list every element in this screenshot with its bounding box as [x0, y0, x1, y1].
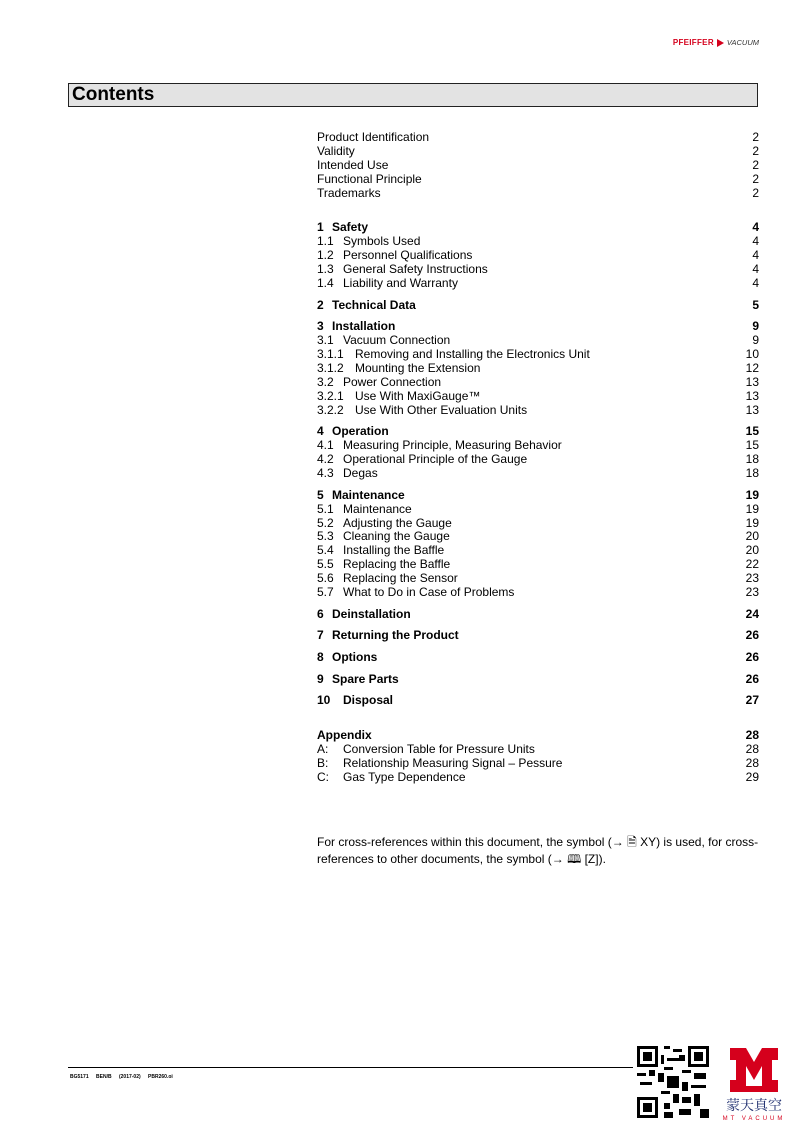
table-of-contents	[317, 131, 759, 785]
toc-chapter[interactable]: 4 Operation 15	[317, 424, 759, 439]
toc-entry[interactable]: 3.2 Power Connection 13	[317, 374, 759, 389]
toc-chapter[interactable]: 10 Disposal 27	[317, 693, 759, 708]
toc-entry[interactable]: Product Identification 2	[317, 130, 759, 144]
toc-chapter[interactable]: 7 Returning the Product 26	[317, 628, 759, 643]
toc-chapter[interactable]: 1 Safety 4	[317, 220, 759, 235]
toc-entry[interactable]: C: Gas Type Dependence 29	[317, 770, 759, 785]
toc-entry[interactable]: 1.4 Liability and Warranty 4	[317, 276, 759, 291]
toc-chapter[interactable]: 6 Deinstallation 24	[317, 606, 759, 621]
toc-entry[interactable]: Functional Principle 2	[317, 171, 759, 186]
toc-entry[interactable]: 4.2 Operational Principle of the Gauge 18	[317, 452, 759, 467]
toc-entry[interactable]: 5.6 Replacing the Sensor 23	[317, 571, 759, 586]
toc-chapter[interactable]: 3 Installation 9	[317, 319, 759, 334]
toc-chapter[interactable]: Appendix 28	[317, 728, 759, 743]
toc-chapter[interactable]: 8 Options 26	[317, 650, 759, 665]
toc-entry[interactable]: 3.1.2 Mounting the Extension 12	[317, 361, 759, 376]
brand-name: PFEIFFER	[672, 38, 714, 47]
toc-entry[interactable]: 1.1 Symbols Used 4	[317, 234, 759, 249]
toc-chapter[interactable]: 9 Spare Parts 26	[317, 671, 759, 686]
toc-entry[interactable]: 3.1.1 Removing and Installing the Electronics Unit 10	[317, 347, 759, 362]
mt-vacuum-watermark-logo	[716, 1046, 792, 1122]
toc-entry[interactable]: 5.4 Installing the Baffle 20	[317, 543, 759, 558]
toc-entry[interactable]: 5.7 What to Do in Case of Problems 23	[317, 585, 759, 600]
footer-product: PBR260.oi	[148, 1074, 173, 1080]
page-title: Contents	[68, 83, 758, 107]
pfeiffer-logo	[673, 38, 759, 47]
toc-entry[interactable]: B: Relationship Measuring Signal – Pessure 28	[317, 756, 759, 771]
toc-entry[interactable]: 1.2 Personnel Qualifications 4	[317, 248, 759, 263]
toc-entry[interactable]: Trademarks 2	[317, 185, 759, 200]
toc-entry[interactable]: Intended Use 2	[317, 157, 759, 172]
brand-mark-icon	[717, 39, 724, 47]
qr-code-icon	[637, 1046, 709, 1118]
note-line-2: references to other documents, the symbol (→ 🕮 [Z]).	[317, 852, 606, 866]
toc-entry[interactable]: 5.5 Replacing the Baffle 22	[317, 557, 759, 572]
footer-divider	[68, 1067, 633, 1068]
toc-entry[interactable]: 3.2.2 Use With Other Evaluation Units 13	[317, 402, 759, 417]
toc-entry[interactable]: 5.1 Maintenance 19	[317, 501, 759, 516]
toc-entry[interactable]: 5.3 Cleaning the Gauge 20	[317, 529, 759, 544]
toc-entry[interactable]: Validity 2	[317, 143, 759, 158]
toc-entry[interactable]: 3.2.1 Use With MaxiGauge™ 13	[317, 388, 759, 403]
watermark-en: MT VACUUM	[722, 1116, 786, 1122]
cross-reference-note	[317, 834, 759, 868]
footer	[70, 1074, 173, 1080]
toc-entry[interactable]: A: Conversion Table for Pressure Units 28	[317, 742, 759, 757]
watermark-cn: 蒙天真空	[726, 1098, 782, 1114]
toc-entry[interactable]: 3.1 Vacuum Connection 9	[317, 333, 759, 348]
brand-sub: VACUUM	[726, 38, 759, 47]
toc-chapter[interactable]: 5 Maintenance 19	[317, 487, 759, 502]
footer-doc-number: BG5171 BEN/B	[70, 1074, 112, 1080]
toc-entry[interactable]: 4.3 Degas 18	[317, 466, 759, 481]
toc-entry[interactable]: 4.1 Measuring Principle, Measuring Behavior 15	[317, 438, 759, 453]
toc-entry[interactable]: 1.3 General Safety Instructions 4	[317, 262, 759, 277]
toc-chapter[interactable]: 2 Technical Data 5	[317, 297, 759, 312]
footer-date: (2017-02)	[118, 1074, 141, 1080]
toc-entry[interactable]: 5.2 Adjusting the Gauge 19	[317, 515, 759, 530]
note-line-1: For cross-references within this document, the symbol (→ 🗎 XY) is used, for cross-	[317, 835, 759, 849]
